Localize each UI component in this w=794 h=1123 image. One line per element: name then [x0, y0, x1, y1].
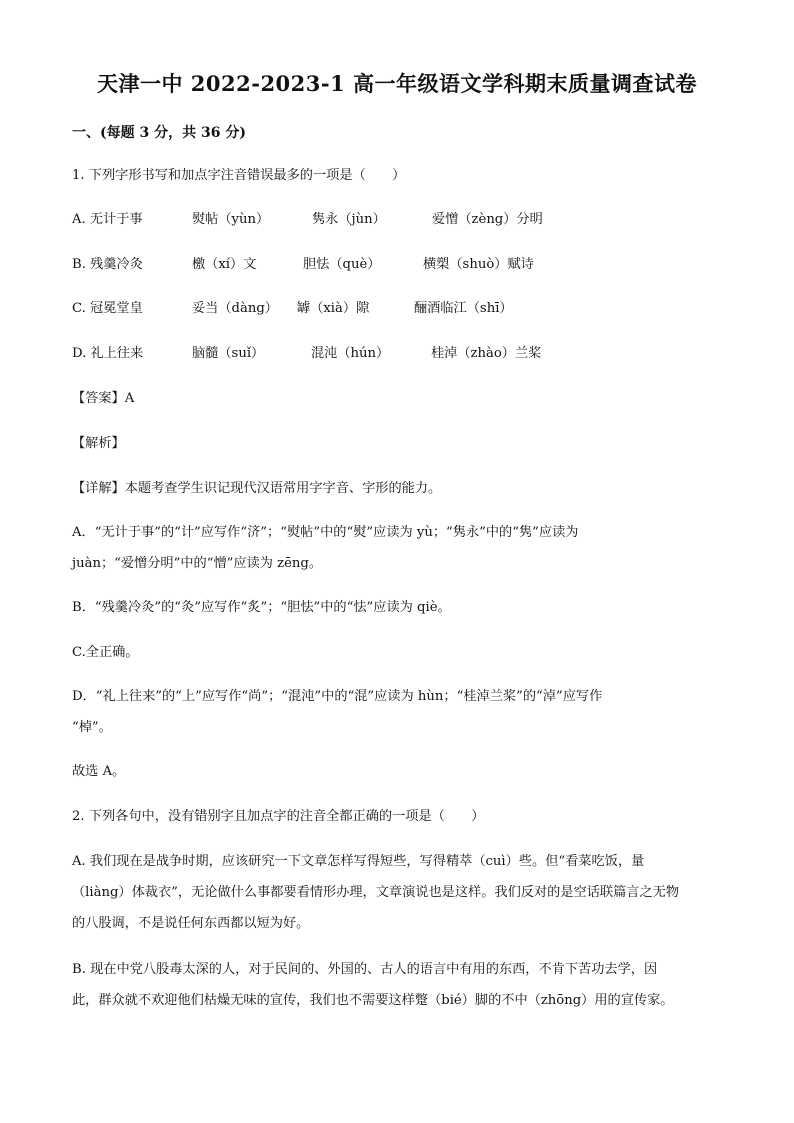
detail-text: 【详解】本题考查学生识记现代汉语常用字字音、字形的能力。: [72, 481, 442, 496]
page-title: 天津一中 2022-2023-1 高一年级语文学科期末质量调查试卷: [96, 71, 698, 96]
question-2-option-a-line-1: A. 我们现在是战争时期，应该研究一下文章怎样写得短些，写得精萃（cuì）些。但“看菜吃饭，量: [72, 854, 645, 869]
question-2-option-b-line-1: B. 现在中党八股毒太深的人，对于民间的、外国的、古人的语言中有用的东西，不肯下苦功去学，因: [72, 962, 658, 977]
option-b-item-1: 檄（xí）文: [192, 257, 257, 272]
question-2-option-a-line-3: 的八股调，不是说任何东西都以短为好。: [72, 916, 310, 931]
conclusion-text: 故选 A。: [72, 764, 126, 779]
question-2-stem: 2. 下列各句中，没有错别字且加点字的注音全都正确的一项是（ ）: [72, 809, 485, 824]
question-2-option-a-line-2: （liàng）体裁衣”，无论做什么事都要看情形办理，文章演说也是这样。我们反对的是空话联篇言之无物: [72, 885, 680, 900]
option-a-item-2: 隽永（jùn）: [312, 212, 386, 227]
option-c-item-3: 酾酒临江（shī）: [414, 301, 513, 316]
option-d-label: D. 礼上往来: [72, 346, 144, 361]
option-d-item-1: 脑髓（suǐ）: [192, 346, 265, 361]
explanation-a-line-1: A．“无计于事”的“计”应写作“济”；“熨帖”中的“熨”应读为 yù；“隽永”中的“隽”应读为: [72, 525, 579, 540]
option-d-item-3: 桂淖（zhào）兰桨: [431, 346, 542, 361]
option-a-item-3: 爱憎（zèng）分明: [432, 212, 543, 227]
explanation-d-line-2: “棹”。: [72, 720, 112, 735]
section-heading: 一、(每题 3 分，共 36 分): [72, 125, 246, 141]
question-1-stem: 1. 下列字形书写和加点字注音错误最多的一项是（ ）: [72, 168, 406, 183]
analysis-label: 【解析】: [72, 436, 125, 451]
option-b-item-3: 横槊（shuò）赋诗: [423, 257, 534, 272]
explanation-b: B．“残羹冷灸”的“灸”应写作“炙”；“胆怯”中的“怯”应读为 qiè。: [72, 600, 451, 615]
option-c-label: C. 冠冕堂皇: [72, 301, 143, 316]
explanation-c: C.全正确。: [72, 645, 139, 660]
option-a-label: A. 无计于事: [72, 212, 143, 227]
answer-label: 【答案】A: [72, 391, 135, 406]
explanation-a-line-2: juàn；“爱憎分明”中的“憎”应读为 zēng。: [72, 556, 323, 571]
option-c-item-2: 罅（xià）隙: [297, 301, 370, 316]
option-c-item-1: 妥当（dàng）: [192, 301, 278, 316]
option-b-label: B. 残羹冷灸: [72, 257, 143, 272]
question-2-option-b-line-2: 此，群众就不欢迎他们枯燥无味的宣传，我们也不需要这样蹩（bié）脚的不中（zhōng）用的宣传家。: [72, 993, 674, 1008]
option-a-item-1: 熨帖（yùn）: [192, 212, 270, 227]
option-b-item-2: 胆怯（què）: [303, 257, 381, 272]
option-d-item-2: 混沌（hún）: [311, 346, 390, 361]
explanation-d-line-1: D．“礼上往来”的“上”应写作“尚”；“混沌”中的“混”应读为 hùn；“桂淖兰桨”的“淖”应写作: [72, 689, 603, 704]
